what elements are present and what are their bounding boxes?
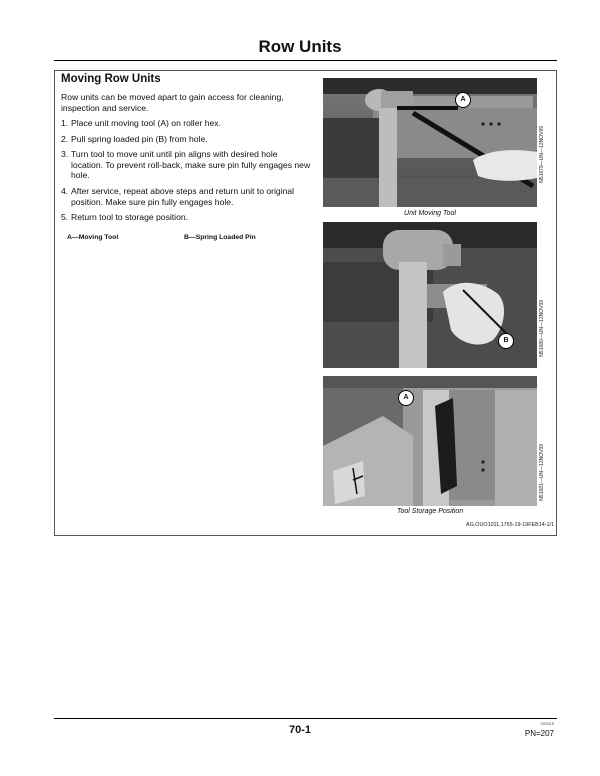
photo-unit-moving-tool [323, 78, 537, 207]
callout-a-label: A [398, 390, 414, 406]
part-number: PN=207 [524, 729, 554, 738]
figure-code-2: N51680—UN—12NOV99 [539, 300, 545, 357]
step-number: 4. [61, 185, 69, 196]
step-number: 2. [61, 133, 69, 144]
caption-tool-storage-position: Tool Storage Position [396, 508, 464, 515]
step-number: 3. [61, 149, 69, 160]
steps-list [61, 118, 311, 228]
step-item [61, 186, 311, 207]
step-item [61, 212, 311, 223]
callout-b-label: B [498, 333, 514, 349]
step-number: 1. [61, 118, 69, 128]
step-item [61, 134, 311, 145]
step-text: Turn tool to move unit until pin aligns with desired hole location. To prevent roll-back, make sure pin fully engages new hole. [71, 149, 311, 181]
step-text: Pull spring loaded pin (B) from hole. [71, 133, 208, 144]
photo-tool-storage [323, 376, 537, 506]
section-heading: Moving Row Units [61, 73, 161, 85]
step-number: 5. [61, 212, 69, 223]
step-text: Place unit moving tool (A) on roller hex. [71, 118, 221, 128]
legend-spring-loaded-pin: B—Spring Loaded Pin [184, 234, 256, 241]
title-divider [54, 60, 557, 61]
step-item [61, 118, 311, 129]
figure-code-3: N51681—UN—12NOV99 [539, 444, 545, 501]
page-title: Row Units [258, 37, 342, 56]
footer-divider [54, 718, 557, 719]
figure-code-1: N51679—UN—12NOV99 [539, 126, 545, 183]
step-text: Return tool to storage position. [71, 212, 189, 223]
intro-paragraph: Row units can be moved apart to gain access for cleaning, inspection and service. [61, 92, 284, 113]
legend-moving-tool: A—Moving Tool [67, 234, 119, 241]
page-number: 70-1 [288, 724, 312, 736]
photo-spring-loaded-pin [323, 222, 537, 368]
step-item [61, 149, 311, 181]
callout-a-label: A [455, 92, 471, 108]
reference-code: AG,OUO1011,1765-19-19FEB14-1/1 [466, 522, 554, 528]
caption-unit-moving-tool: Unit Moving Tool [404, 210, 456, 217]
footer-code: 022615 [540, 721, 554, 726]
step-text: After service, repeat above steps and return unit to original position. Make sure pin fully engages hole. [71, 185, 295, 207]
